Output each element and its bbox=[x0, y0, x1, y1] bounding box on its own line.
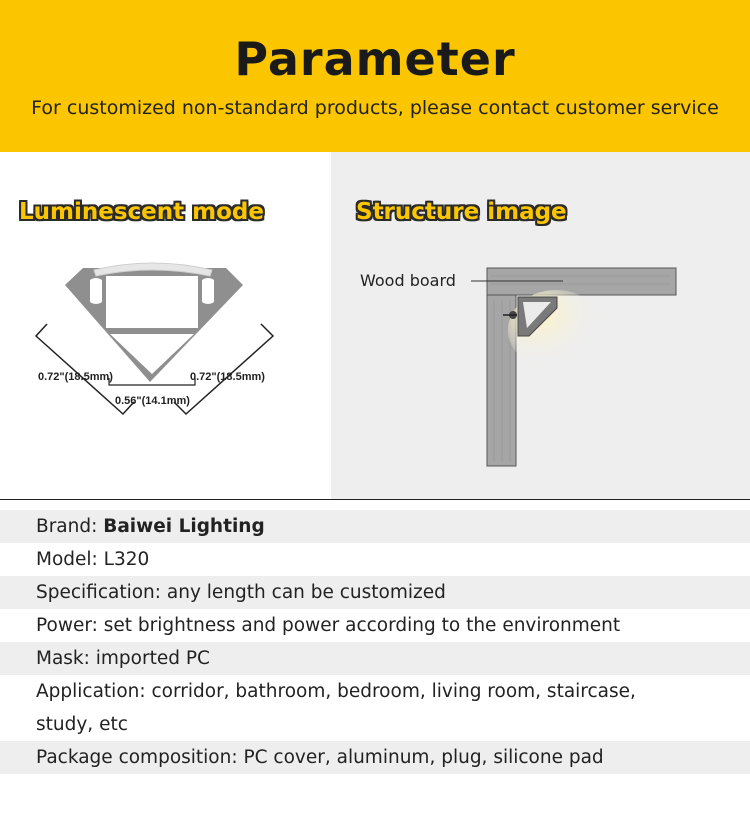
spec-label: Model: bbox=[36, 549, 104, 570]
spec-value: Baiwei Lighting bbox=[103, 516, 265, 537]
page-title: Parameter bbox=[234, 32, 516, 86]
section-divider bbox=[0, 499, 750, 500]
spec-value: study, etc bbox=[36, 714, 128, 735]
spec-value: PC cover, aluminum, plug, silicone pad bbox=[243, 747, 604, 768]
spec-value: set brightness and power according to the environment bbox=[103, 615, 621, 636]
spec-value: L320 bbox=[103, 549, 150, 570]
spec-row-specification bbox=[0, 576, 750, 609]
structure-diagram bbox=[331, 152, 750, 499]
spec-row-model bbox=[0, 543, 750, 576]
spec-label: Mask: bbox=[36, 648, 96, 669]
luminescent-mode-panel bbox=[0, 152, 331, 499]
spec-row-power bbox=[0, 609, 750, 642]
profile-channel bbox=[106, 276, 198, 328]
spec-label: Package composition: bbox=[36, 747, 244, 768]
spec-row-package bbox=[0, 741, 750, 774]
structure-image-panel bbox=[331, 152, 750, 499]
structure-image-title: Structure image bbox=[356, 199, 567, 225]
spec-list bbox=[0, 510, 750, 774]
spec-value: any length can be customized bbox=[166, 582, 446, 603]
luminescent-mode-title: Luminescent mode bbox=[19, 199, 264, 225]
spec-value: imported PC bbox=[95, 648, 210, 669]
spec-label: Application: bbox=[36, 681, 152, 702]
spec-row-mask bbox=[0, 642, 750, 675]
profile-cross-section-diagram bbox=[0, 152, 331, 499]
spec-value: corridor, bathroom, bedroom, living room, staircase, bbox=[151, 681, 636, 702]
dim-label-right: 0.72"(18.5mm) bbox=[190, 371, 265, 383]
spec-label: Brand: bbox=[36, 516, 104, 537]
dim-label-left: 0.72"(18.5mm) bbox=[38, 371, 113, 383]
spec-label: Power: bbox=[36, 615, 104, 636]
spec-row-application bbox=[0, 675, 750, 708]
wood-board-label: Wood board bbox=[360, 271, 456, 290]
spec-label: Specification: bbox=[36, 582, 167, 603]
dim-label-bottom: 0.56"(14.1mm) bbox=[115, 395, 190, 407]
spec-row-application-cont bbox=[0, 708, 750, 741]
profile-inner-cavity bbox=[110, 334, 194, 374]
page-subtitle: For customized non-standard products, please contact customer service bbox=[31, 97, 719, 119]
spec-row-brand bbox=[0, 510, 750, 543]
header-banner bbox=[0, 0, 750, 152]
